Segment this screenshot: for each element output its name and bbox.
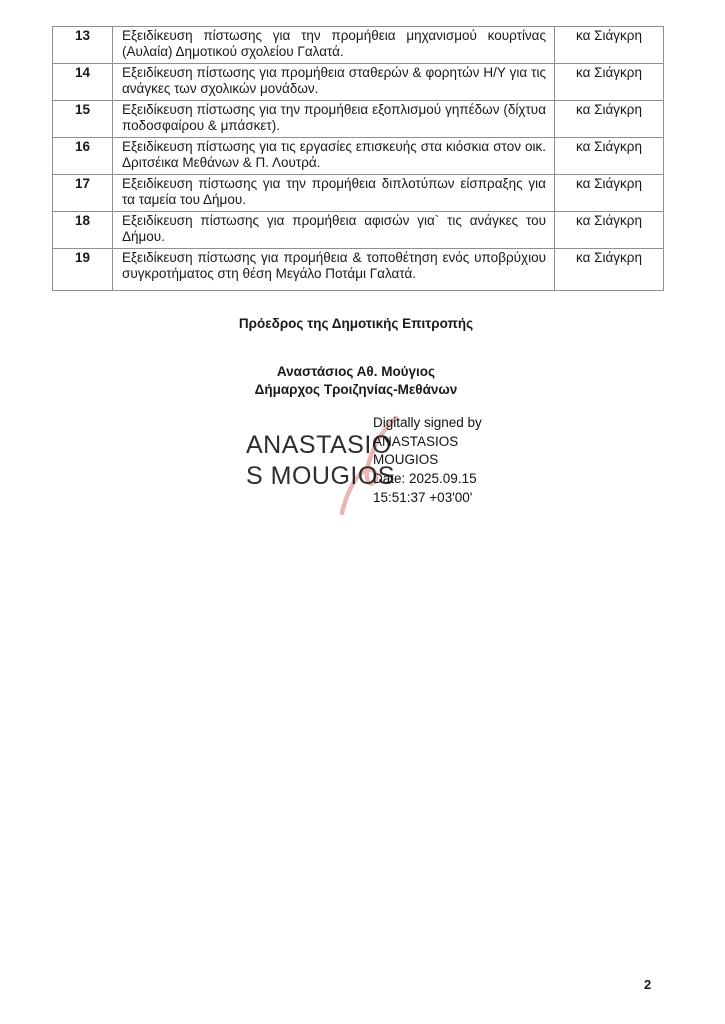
digital-signature-detail-line: 15:51:37 +03'00' — [373, 489, 473, 505]
digital-signature-detail-line: Digitally signed by — [373, 415, 482, 430]
row-number: 16 — [53, 138, 113, 175]
row-assignee: κα Σιάγκρη — [555, 138, 664, 175]
row-description: Εξειδίκευση πίστωσης για προμήθεια αφισών για` τις ανάγκες του Δήμου. — [113, 212, 555, 249]
row-assignee: κα Σιάγκρη — [555, 175, 664, 212]
row-assignee: κα Σιάγκρη — [555, 27, 664, 64]
agenda-items-table — [52, 26, 664, 291]
committee-president-title: Πρόεδρος της Δημοτικής Επιτροπής — [238, 316, 474, 331]
table-row — [53, 101, 664, 138]
row-description: Εξειδίκευση πίστωσης για τις εργασίες επισκευής στα κιόσκια στον οικ. Δριτσέικα Μεθάνων & Π. Λουτρά. — [113, 138, 555, 175]
table-row — [53, 64, 664, 101]
page-number: 2 — [644, 977, 652, 992]
table-row — [53, 249, 664, 291]
table-row — [53, 175, 664, 212]
row-assignee: κα Σιάγκρη — [555, 249, 664, 291]
digital-signature-name-line: S MOUGIOS — [246, 462, 395, 490]
digital-signature-detail-line: ANASTASIOS — [373, 433, 459, 449]
mayor-name: Αναστάσιος Αθ. Μούγιος — [276, 364, 436, 379]
row-number: 14 — [53, 64, 113, 101]
table-row — [53, 212, 664, 249]
mayor-role: Δήμαρχος Τροιζηνίας-Μεθάνων — [254, 382, 458, 397]
row-number: 15 — [53, 101, 113, 138]
digital-signature-detail-line: MOUGIOS — [373, 452, 439, 468]
row-description: Εξειδίκευση πίστωσης για την προμήθεια εξοπλισμού γηπέδων (δίχτυα ποδοσφαίρου & μπάσκετ). — [113, 101, 555, 138]
row-number: 19 — [53, 249, 113, 291]
row-assignee: κα Σιάγκρη — [555, 101, 664, 138]
digital-signature-name-line: ANASTASIO — [246, 431, 392, 459]
row-number: 18 — [53, 212, 113, 249]
table-row — [53, 138, 664, 175]
row-description: Εξειδίκευση πίστωσης για προμήθεια & τοποθέτηση ενός υποβρύχιου συγκροτήματος στη θέση Μεγάλο Ποτάμι Γαλατά. — [113, 249, 555, 291]
row-assignee: κα Σιάγκρη — [555, 212, 664, 249]
digital-signature-details — [373, 414, 482, 508]
table-row — [53, 27, 664, 64]
digital-signature — [246, 412, 511, 520]
row-description: Εξειδίκευση πίστωσης για προμήθεια σταθερών & φορητών Η/Υ για τις ανάγκες των σχολικών μονάδων. — [113, 64, 555, 101]
row-description: Εξειδίκευση πίστωσης για την προμήθεια διπλοτύπων είσπραξης για τα ταμεία του Δήμου. — [113, 175, 555, 212]
row-description: Εξειδίκευση πίστωσης για την προμήθεια μηχανισμού κουρτίνας (Αυλαία) Δημοτικού σχολείου Γαλατά. — [113, 27, 555, 64]
row-number: 13 — [53, 27, 113, 64]
digital-signature-detail-line: Date: 2025.09.15 — [373, 471, 477, 487]
row-number: 17 — [53, 175, 113, 212]
row-assignee: κα Σιάγκρη — [555, 64, 664, 101]
